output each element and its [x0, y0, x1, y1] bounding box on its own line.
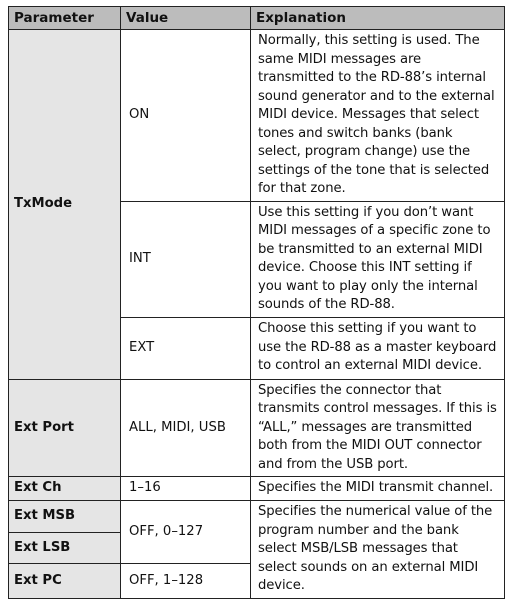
header-explanation: Explanation — [251, 7, 505, 30]
value-ext-port: ALL, MIDI, USB — [121, 379, 251, 477]
parameter-table — [8, 6, 505, 599]
table-row-ext-port — [9, 379, 505, 477]
explanation-ext-bank: Specifies the numerical value of the program number and the bank select MSB/LSB messages that select sounds on an external MIDI device. — [251, 501, 505, 599]
value-txmode-int: INT — [121, 201, 251, 317]
value-txmode-on: ON — [121, 30, 251, 202]
explanation-txmode-ext: Choose this setting if you want to use the RD-88 as a master keyboard to control an external MIDI device. — [251, 317, 505, 379]
table-row-ext-ch — [9, 477, 505, 501]
param-ext-ch: Ext Ch — [9, 477, 121, 501]
table-header-row — [9, 7, 505, 30]
value-ext-pc: OFF, 1–128 — [121, 564, 251, 598]
value-ext-msb-lsb: OFF, 0–127 — [121, 501, 251, 564]
param-txmode: TxMode — [9, 30, 121, 380]
value-txmode-ext: EXT — [121, 317, 251, 379]
header-value: Value — [121, 7, 251, 30]
explanation-txmode-on: Normally, this setting is used. The same MIDI messages are transmitted to the RD-88’s internal sound generator and to the external MIDI device. Messages that select tones and switch banks (bank select, program change) use the settings of the tone that is selected for that zone. — [251, 30, 505, 202]
header-parameter: Parameter — [9, 7, 121, 30]
param-ext-msb: Ext MSB — [9, 501, 121, 533]
table-row-txmode-on — [9, 30, 505, 202]
value-ext-ch: 1–16 — [121, 477, 251, 501]
param-ext-port: Ext Port — [9, 379, 121, 477]
param-ext-lsb: Ext LSB — [9, 532, 121, 564]
parameter-table-container — [8, 6, 504, 593]
explanation-txmode-int: Use this setting if you don’t want MIDI messages of a specific zone to be transmitted to an external MIDI device. Choose this INT setting if you want to play only the internal sounds of the RD-88. — [251, 201, 505, 317]
param-ext-pc: Ext PC — [9, 564, 121, 598]
table-row-ext-msb — [9, 501, 505, 533]
explanation-ext-ch: Specifies the MIDI transmit channel. — [251, 477, 505, 501]
explanation-ext-port: Specifies the connector that transmits control messages. If this is “ALL,” messages are transmitted both from the MIDI OUT connector and from the USB port. — [251, 379, 505, 477]
